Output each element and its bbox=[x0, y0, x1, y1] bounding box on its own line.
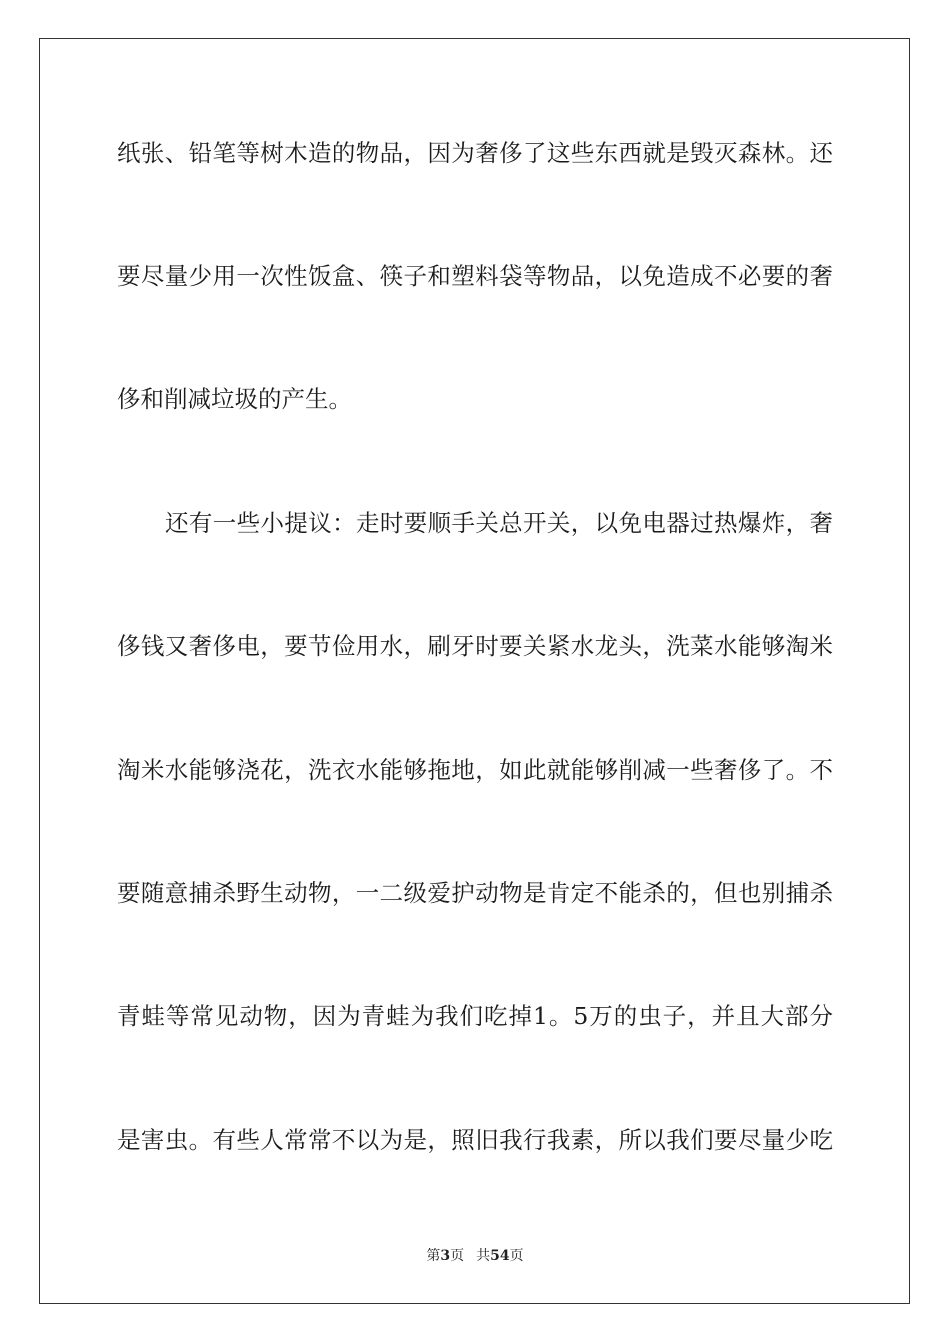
total-label-suffix: 页 bbox=[509, 1248, 524, 1264]
page-frame bbox=[39, 38, 910, 1304]
body-text-line-4: 还有一些小提议：走时要顺手关总开关，以免电器过热爆炸，奢 bbox=[165, 509, 833, 537]
total-label-prefix: 共 bbox=[476, 1248, 491, 1264]
page-footer bbox=[0, 1247, 950, 1265]
body-text-line-2: 要尽量少用一次性饭盒、筷子和塑料袋等物品，以免造成不必要的奢 bbox=[117, 262, 833, 290]
body-text-line-1: 纸张、铅笔等树木造的物品，因为奢侈了这些东西就是毁灭森林。还 bbox=[117, 139, 833, 167]
total-pages: 54 bbox=[490, 1248, 510, 1264]
body-text-line-5: 侈钱又奢侈电，要节俭用水，刷牙时要关紧水龙头，洗菜水能够淘米 bbox=[117, 632, 833, 660]
body-text-line-3: 侈和削减垃圾的产生。 bbox=[117, 385, 352, 413]
page-number: 3 bbox=[440, 1248, 451, 1264]
body-text-line-7: 要随意捕杀野生动物，一二级爱护动物是肯定不能杀的，但也别捕杀 bbox=[117, 879, 833, 907]
body-text-line-6: 淘米水能够浇花，洗衣水能够拖地，如此就能够削减一些奢侈了。不 bbox=[117, 756, 833, 784]
body-text-line-8: 青蛙等常见动物，因为青蛙为我们吃掉1。5万的虫子，并且大部分 bbox=[117, 1002, 833, 1030]
body-text-line-9: 是害虫。有些人常常不以为是，照旧我行我素，所以我们要尽量少吃 bbox=[117, 1126, 833, 1154]
page-label-prefix: 第 bbox=[426, 1248, 441, 1264]
page-label-suffix: 页 bbox=[450, 1248, 465, 1264]
